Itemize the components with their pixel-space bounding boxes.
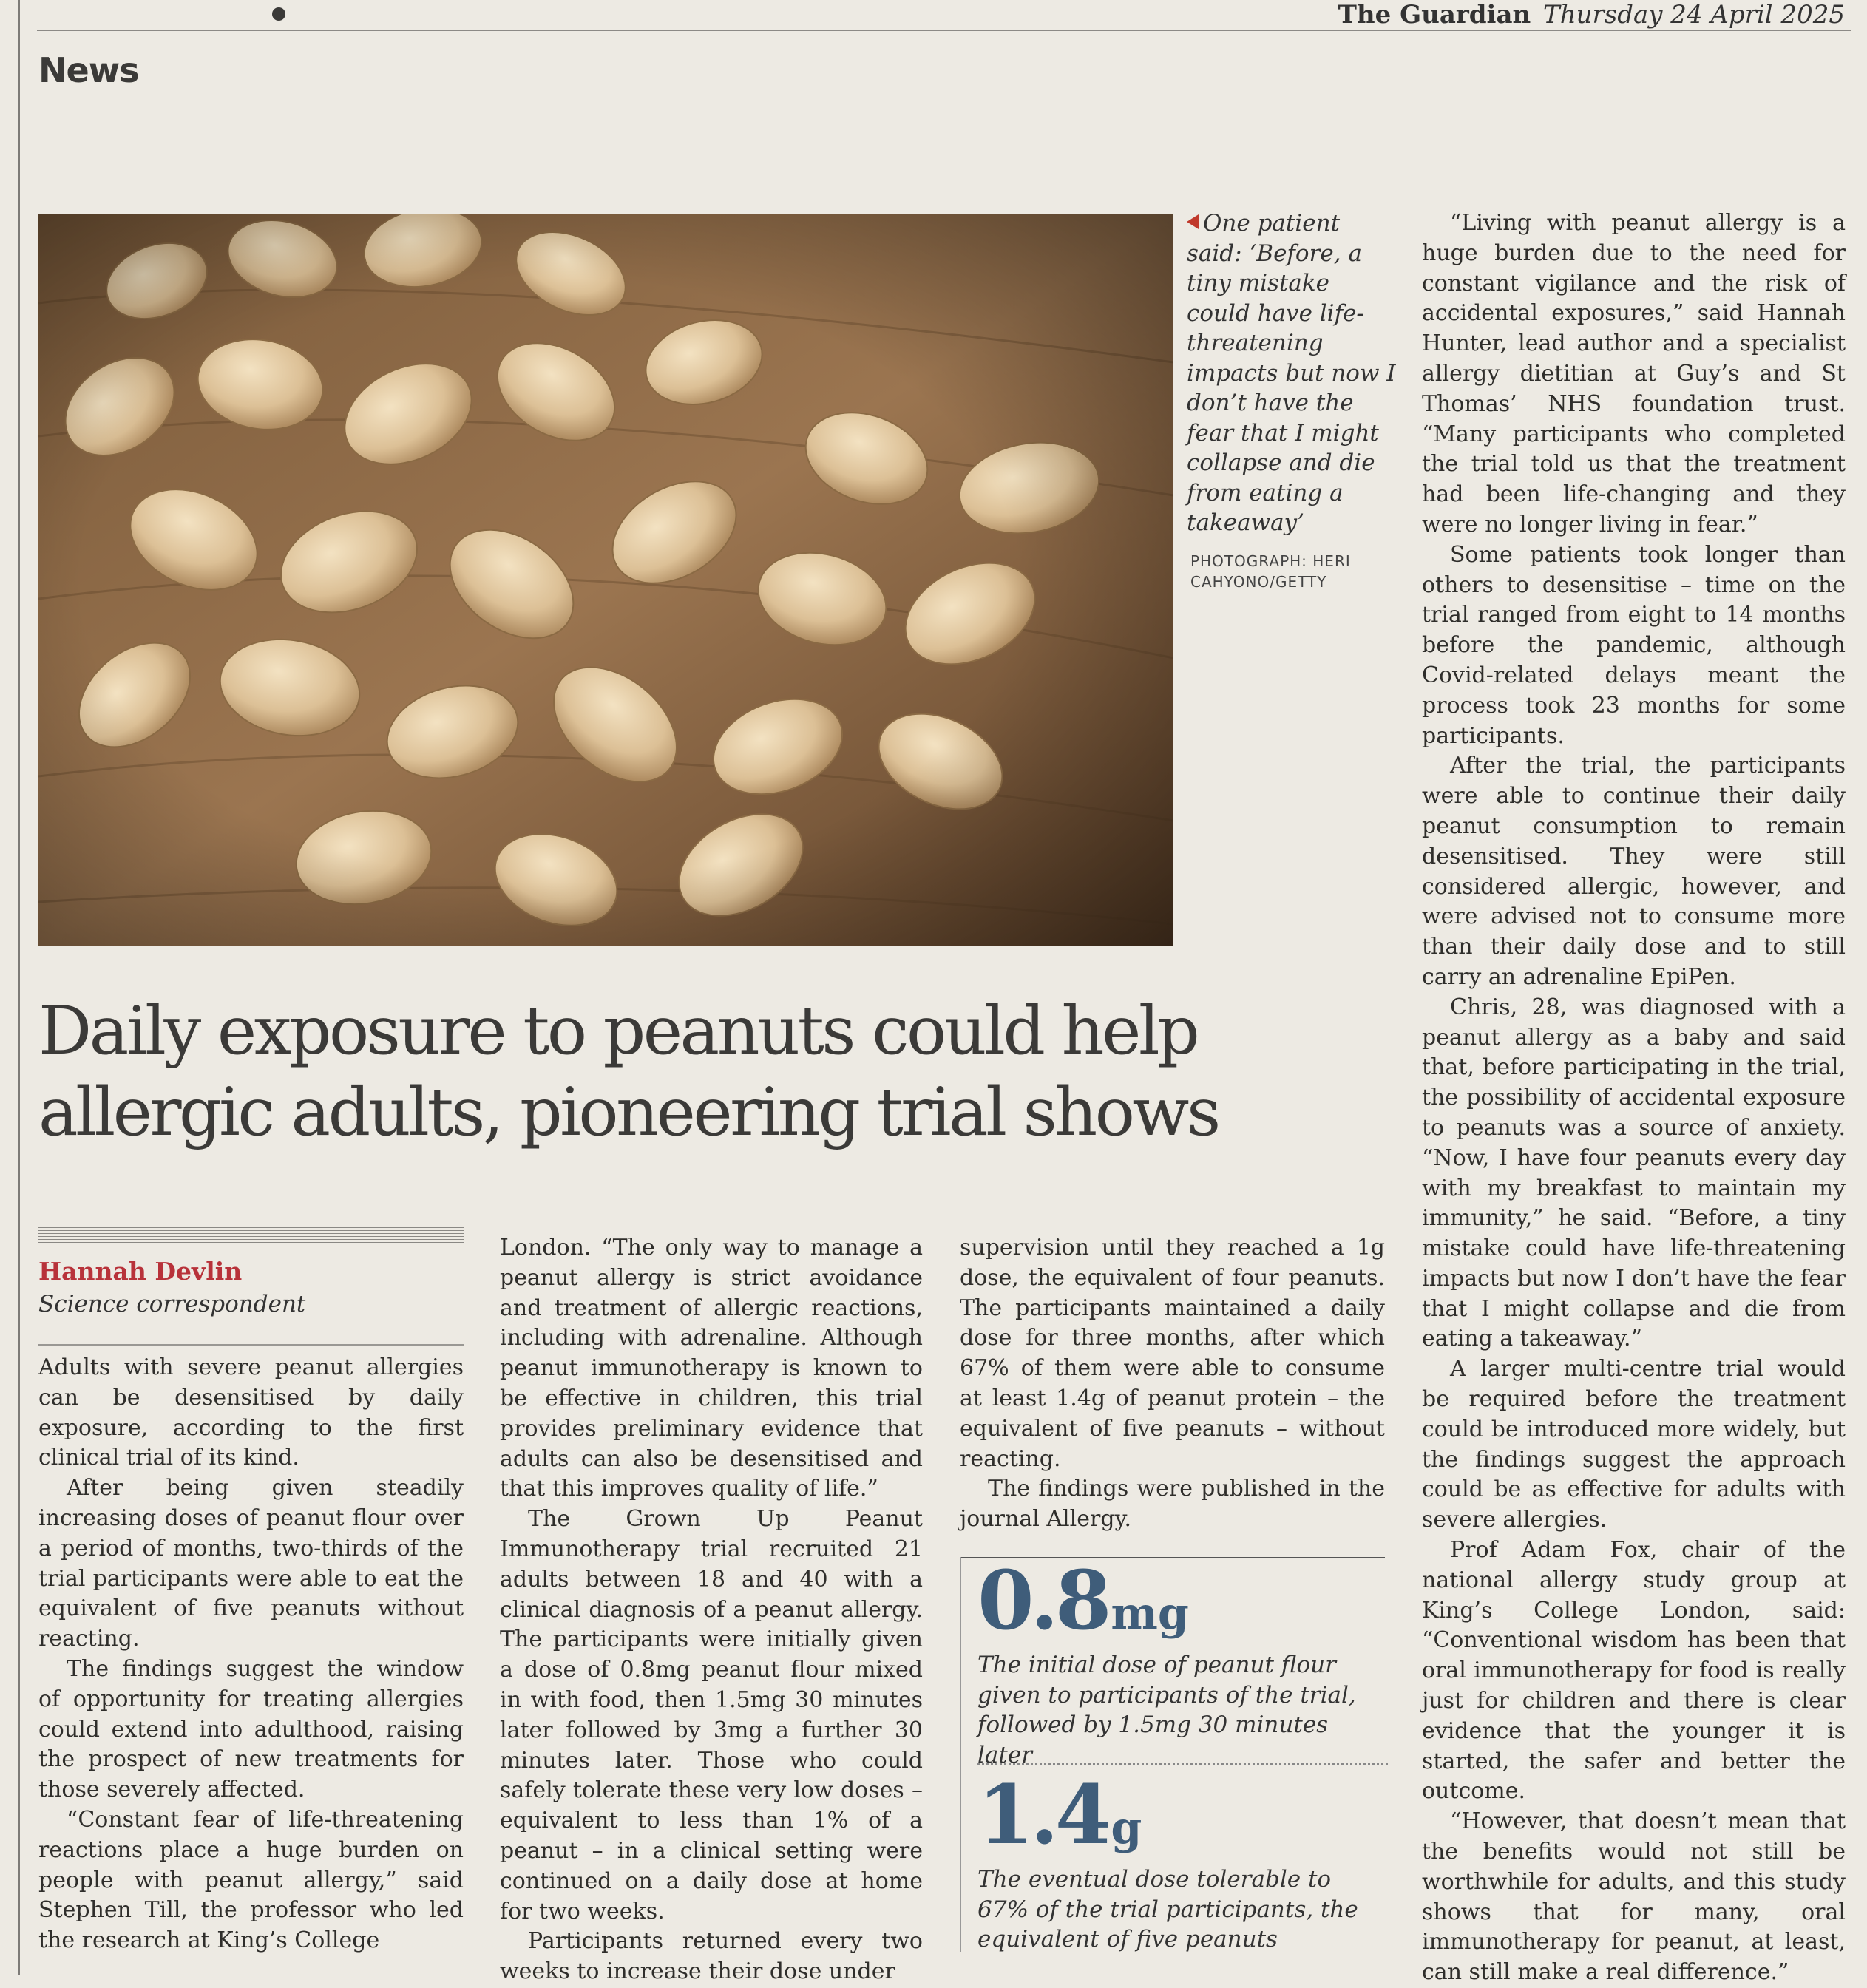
article-column-1: [38, 1353, 464, 1956]
stat-eventual-dose: [977, 1767, 1142, 1862]
photo-caption: [1187, 208, 1397, 538]
caption-pointer-icon: [1187, 214, 1199, 229]
byline-role: Science correspondent: [38, 1291, 306, 1317]
paragraph: Adults with severe peanut allergies can be desensitised by daily exposure, according to the first clinical trial of its kind.: [38, 1354, 464, 1471]
stat-unit: g: [1111, 1802, 1142, 1854]
stat-divider: [977, 1763, 1388, 1765]
top-rule: [37, 30, 1851, 31]
peanuts-photo: [38, 214, 1173, 946]
paragraph: “Living with peanut allergy is a huge burden due to the need for constant vigilance and the risk of accidental exposures,” said Hannah Hunter, lead author and a specialist allergy dietitian at Guy’s and St Thomas’ NHS foundation trust. “Many participants who completed the trial told us that the treatment had been life-changing and they were no longer living in fear.”: [1422, 210, 1846, 537]
section-label: News: [38, 50, 139, 90]
photo-credit: PHOTOGRAPH: HERI CAHYONO/GETTY: [1190, 552, 1351, 591]
headline: Daily exposure to peanuts could help allergic adults, pioneering trial shows: [38, 992, 1219, 1151]
paragraph: Participants returned every two weeks to increase their dose under: [500, 1928, 923, 1985]
photo-caption-text: One patient said: ‘Before, a tiny mistake could have life-threatening impacts but now I don’t have the fear that I might collapse and die from eating a takeaway’: [1187, 210, 1396, 536]
page-edge-line: [18, 0, 20, 1975]
stat-caption: The eventual dose tolerable to 67% of the trial participants, the equivalent of five peanuts: [977, 1866, 1358, 1953]
paragraph: The Grown Up Peanut Immunotherapy trial recruited 21 adults between 18 and 40 with a clinical diagnosis of a peanut allergy. The participants were initially given a dose of 0.8mg peanut flour mixed in with food, then 1.5mg 30 minutes later followed by 3mg a further 30 minutes later. Those who could safely tolerate these very low doses – equivalent to less than 1% of a peanut – in a clinical setting were continued on a daily dose at home for two weeks.: [500, 1506, 923, 1924]
paragraph: A larger multi-centre trial would be required before the treatment could be introduced more widely, but the findings suggest the approach could be as effective for adults with severe allergies.: [1422, 1356, 1846, 1533]
byline-bottom-rule: [38, 1344, 464, 1346]
masthead-brand: The Guardian: [1338, 0, 1531, 30]
stat-value: 0.8: [977, 1553, 1108, 1648]
paragraph: The findings suggest the window of opportunity for treating allergies could extend into adulthood, raising the prospect of new treatments for those severely affected.: [38, 1655, 464, 1803]
paragraph: “However, that doesn’t mean that the benefits would not still be worthwhile for adults, and this study shows that for many, oral immunotherapy for peanut, at least, can still make a real difference.”: [1422, 1808, 1846, 1986]
paragraph: “Constant fear of life-threatening reactions place a huge burden on people with peanut allergy,” said Stephen Till, the professor who led the research at King’s College: [38, 1806, 464, 1954]
stat-value: 1.4: [977, 1767, 1108, 1862]
paragraph: After being given steadily increasing doses of peanut flour over a period of months, two-thirds of the trial participants were able to eat the equivalent of five peanuts without reacting.: [38, 1475, 464, 1652]
stat-caption: The initial dose of peanut flour given to participants of the trial, followed by 1.5mg 30 minutes later: [977, 1652, 1356, 1768]
paragraph: Some patients took longer than others to desensitise – time on the trial ranged from eight to 14 months before the pandemic, although Covid-related delays meant the process took 23 months for some participants.: [1422, 541, 1846, 749]
byline-author: Hannah Devlin: [38, 1257, 243, 1286]
stat-box-side-rule: [960, 1557, 961, 1952]
paragraph: After the trial, the participants were able to continue their daily peanut consumption to remain desensitised. They were still considered allergic, however, and were advised not to consume more than their daily dose and to still carry an adrenaline EpiPen.: [1422, 753, 1846, 990]
page-punch-dot: [272, 7, 285, 21]
stat-initial-dose: [977, 1553, 1189, 1648]
paragraph: Prof Adam Fox, chair of the national allergy study group at King’s College London, said: “Conventional wisdom has been that oral immunotherapy for food is really just for children and there is clear evidence that the younger it is started, the safer and better the outcome.: [1422, 1537, 1846, 1805]
paragraph: London. “The only way to manage a peanut allergy is strict avoidance and treatment of allergic reactions, including with adrenaline. Although peanut immunotherapy is known to be effective in children, this trial provides preliminary evidence that adults can also be desensitised and that this improves quality of life.”: [500, 1235, 923, 1502]
stat-unit: mg: [1111, 1588, 1189, 1640]
paragraph: The findings were published in the journal Allergy.: [960, 1476, 1385, 1533]
masthead-date: Thursday 24 April 2025: [1543, 0, 1845, 30]
article-column-3: [960, 1233, 1385, 1535]
paragraph: Chris, 28, was diagnosed with a peanut allergy as a baby and said that, before participating in the trial, the possibility of accidental exposure to peanuts was a source of anxiety. “Now, I have four peanuts every day with my breakfast to maintain my immunity,” he said. “Before, a tiny mistake could have life-threatening impacts but now I don’t have the fear that I might collapse and die from eating a takeaway.”: [1422, 994, 1846, 1352]
article-column-4: [1422, 208, 1846, 1988]
byline-rules: [38, 1227, 464, 1244]
article-column-2: [500, 1233, 923, 1987]
paragraph: supervision until they reached a 1g dose, the equivalent of four peanuts. The participants maintained a daily dose for three months, after which 67% of them were able to consume at least 1.4g of peanut protein – the equivalent of five peanuts – without reacting.: [960, 1235, 1385, 1472]
masthead: [1338, 0, 1845, 30]
